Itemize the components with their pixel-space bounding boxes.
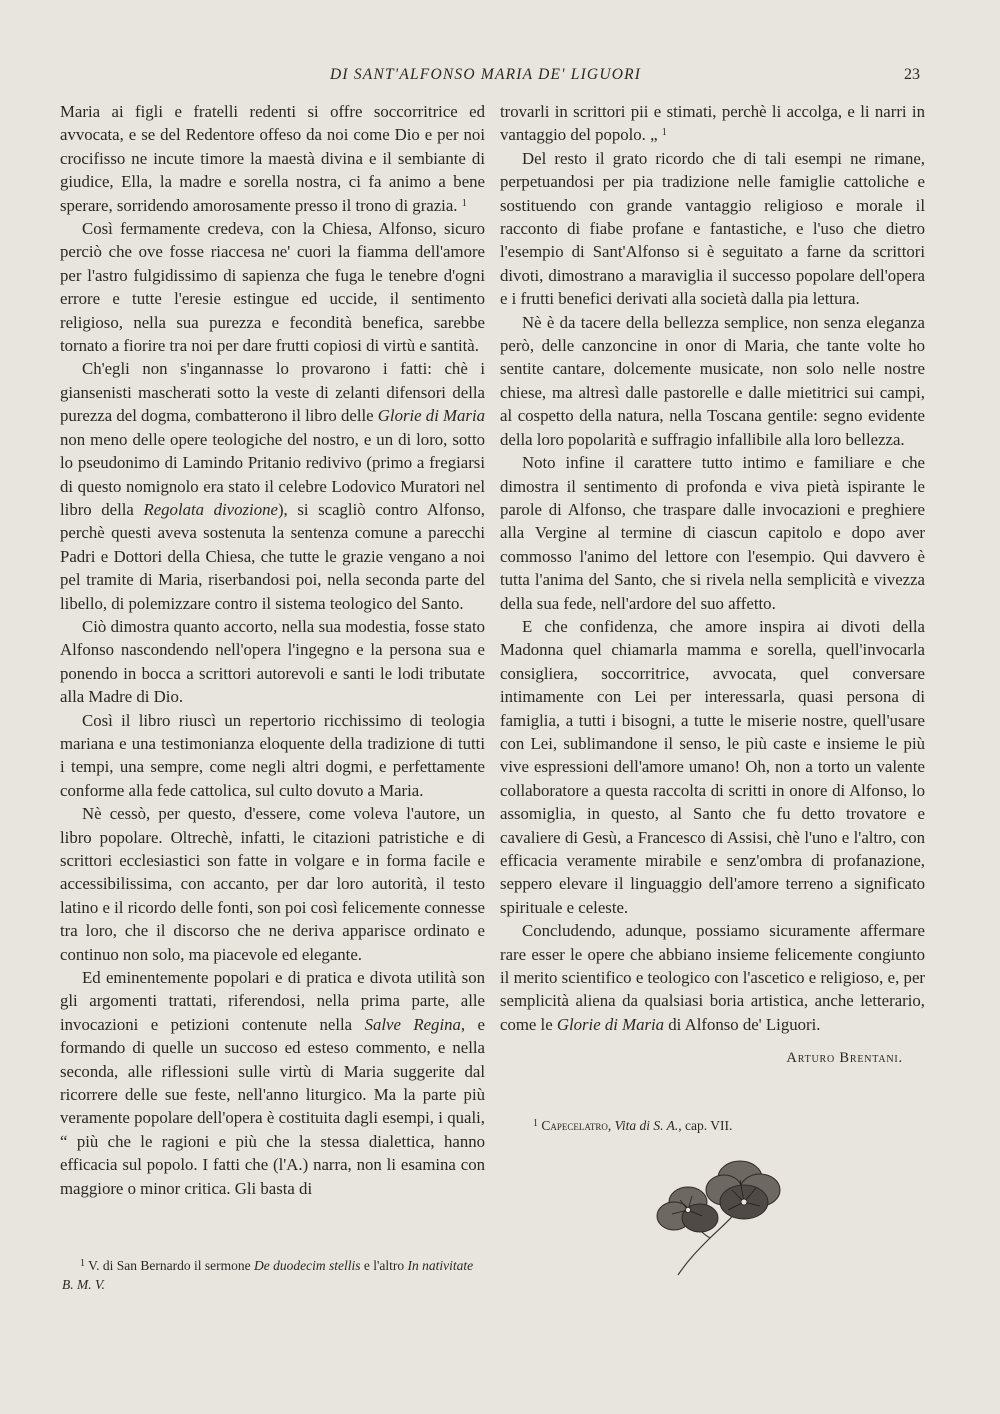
running-title: DI SANT'ALFONSO MARIA DE' LIGUORI bbox=[330, 66, 642, 83]
italic-title: Regolata divozione bbox=[143, 499, 278, 519]
paragraph: Nè è da tacere della bellezza semplice, non senza eleganza però, delle canzoncine in onor di Maria, che tante volte ho sentite cantare, dolcemente musicate, non solo nelle nostre chiese, ma altresì dalle pastorelle e dalle mietitrici sui campi, al cospetto della natura, nella Toscana gentile: segno evidente della loro popolarità e suffragio infallibile alla loro bellezza. bbox=[500, 312, 925, 449]
paragraph: Ed eminentemente popolari e di pratica e divota utilità son gli argomenti trattati, riferendosi, nella prima parte, alle invocazioni e petizioni contenute nella Salve Regina, e formando di quelle un succoso ed esteso commento, e nella seconda, alle riflessioni sulle virtù di Maria suggerite dal ricorrere delle sue feste, nell'anno liturgico. Ma la parte più veramente popolare dell'opera è costituita dagli esempi, i quali, “ più che le ragioni e più che la stessa dialettica, hanno efficacia sul popolo. I fatti che (l'A.) narra, non li esamina con maggiore o minor critica. Gli basta di bbox=[60, 968, 485, 1198]
left-column bbox=[60, 100, 485, 1200]
footnote-right: $^1$ Capecelatro, Vita di S. A., cap. VII. bbox=[533, 1118, 733, 1133]
footnote-ref: 1 bbox=[461, 197, 467, 209]
footnote-number: 1 bbox=[533, 1118, 538, 1129]
paragraph: Concludendo, adunque, possiamo sicuramente affermare rare esser le opere che abbiano insieme felicemente congiunto il merito scientifico e teologico con l'ascetico e religioso, e, per semplicità aliena da qualsiasi boria artistica, anche letterario, come le Glorie di Maria di Alfonso de' Liguori. bbox=[500, 921, 925, 1034]
italic-title: Glorie di Maria bbox=[377, 406, 486, 426]
italic-title: Salve Regina bbox=[364, 1014, 461, 1034]
paragraph: Così il libro riuscì un repertorio ricchissimo di teologia mariana e una testimonianza eloquente della tradizione di tutti i tempi, una sempre, come negli altri dogmi, e perfettamente conforme alla fede cattolica, sul culto dovuto a Maria. bbox=[60, 710, 485, 800]
footnote-ref: 1 bbox=[661, 127, 667, 139]
footnote-left: $^1$ V. di San Bernardo il sermone De duodecim stellis e l'altro In nativitate B. M. V. bbox=[62, 1258, 474, 1292]
paragraph: Noto infine il carattere tutto intimo e familiare e che dimostra il sentimento di profonda e viva pietà ispirante le parole di Alfonso, che traspare dalle invocazioni e preghiere alla Vergine al termine di ciascun capitolo e dopo aver commosso l'animo del lettore con l'esempio. Qui davvero è tutta l'anima del Santo, che si rivela nella semplicità e vivezza della sua fede, nell'ardore del suo affetto. bbox=[500, 453, 925, 613]
author-signature: Arturo Brentani. bbox=[786, 1050, 903, 1067]
paragraph: Del resto il grato ricordo che di tali esempi ne rimane, perpetuandosi per pia tradizione nelle famiglie cattoliche e sostituendo con grande vantaggio religioso e morale il racconto di fiabe profane e fantastiche, e l'uso che dietro l'esempio di Sant'Alfonso si è seguitato a farne da scrittori divoti, dimostrano a maraviglia il successo popolare dell'opera e i frutti benefici derivati alla società dalla pia lettura. bbox=[500, 148, 925, 309]
italic-title: Glorie di Maria bbox=[556, 1014, 665, 1034]
footnote-number: 1 bbox=[80, 1258, 85, 1269]
paragraph: Maria ai figli e fratelli redenti si offre soccorritrice ed avvocata, e se del Redentore offeso da noi come Dio e per noi crocifisso ne incute timore la maestà divina e il sembiante di giudice, Ella, la madre e sorella nostra, ci fa animo a bene sperare, sorridendo amorosamente presso il trono di grazia. $^1$ bbox=[60, 102, 485, 215]
paragraph: trovarli in scrittori pii e stimati, perchè li accolga, e li narri in vantaggio del popolo. „ $^1$ bbox=[500, 102, 925, 145]
paragraph: Così fermamente credeva, con la Chiesa, Alfonso, sicuro perciò che ove fosse riaccesa ne' cuori la fiamma dell'amore per l'astro fulgidissimo di sapienza che fuga le tenebre d'ogni errore e tutte l'eresie estingue ed uccide, il sentimento religioso, nella sua purezza e fecondità benefica, sarebbe tornato a fiorire tra noi per dare frutti copiosi di virtù e santità. bbox=[60, 219, 485, 356]
paragraph: Ciò dimostra quanto accorto, nella sua modestia, fosse stato Alfonso nascondendo nell'opera l'ingegno e la persona sua e ponendo in bocca a scrittori autorevoli e santi le lodi tributate alla Madre di Dio. bbox=[60, 616, 485, 707]
page-number: 23 bbox=[904, 66, 920, 83]
right-column bbox=[500, 100, 925, 1067]
pansy-flower-icon bbox=[648, 1150, 808, 1280]
paragraph: E che confidenza, che amore inspira ai divoti della Madonna quel chiamarla mamma e sorella, quell'invocarla consigliera, soccorritrice, avvocata, quel conversare intimamente con Lei per interessarla, quasi persona di famiglia, a tutti i bisogni, a tutte le miserie nostre, quell'usare con Lei, sublimandone il senso, le più caste e insieme le più vive espressioni dell'amore umano! Oh, non a torto un valente collaboratore a questa raccolta di scritti in onore di Alfonso, lo assomiglia, in questo, al Santo che fu detto trovatore e cavaliere di Gesù, a Francesco di Assisi, chè l'uno e l'altro, con efficacia veramente mirabile e senz'ombra di profanazione, seppero elevare il linguaggio dell'amore terreno a significato spirituale e celeste. bbox=[500, 616, 925, 917]
paragraph: Nè cessò, per questo, d'essere, come voleva l'autore, un libro popolare. Oltrechè, infatti, le citazioni patristiche e di scrittori ecclesiastici son fatte in volgare e in forma facile e accessibilissima, con accanto, per dar loro autorità, il testo latino e il ricordo delle fonti, son poi così felicemente connesse tra loro, che il discorso che ne deriva apparisce ordinato e continuo non solo, ma piacevole ed elegante. bbox=[60, 804, 485, 964]
running-head bbox=[0, 66, 1000, 90]
paragraph: Ch'egli non s'ingannasse lo provarono i fatti: chè i giansenisti mascherati sotto la veste di zelanti difensori della purezza del dogma, combatterono il libro delle Glorie di Maria non meno delle opere teologiche del nostro, e un di loro, sotto lo pseudonimo di Lamindo Pritanio redivivo (primo a fregiarsi di questo nomignolo era stato il celebre Lodovico Muratori nel libro della Regolata divozione), si scagliò contro Alfonso, perchè questi aveva sostenuta la sentenza comune a parecchi Padri e Dottori della Chiesa, che tutte le grazie vengano a noi pel tramite di Maria, riserbandosi poi, nella seconda parte del libello, di polemizzare contro il sistema teologico del Santo. bbox=[60, 359, 486, 613]
